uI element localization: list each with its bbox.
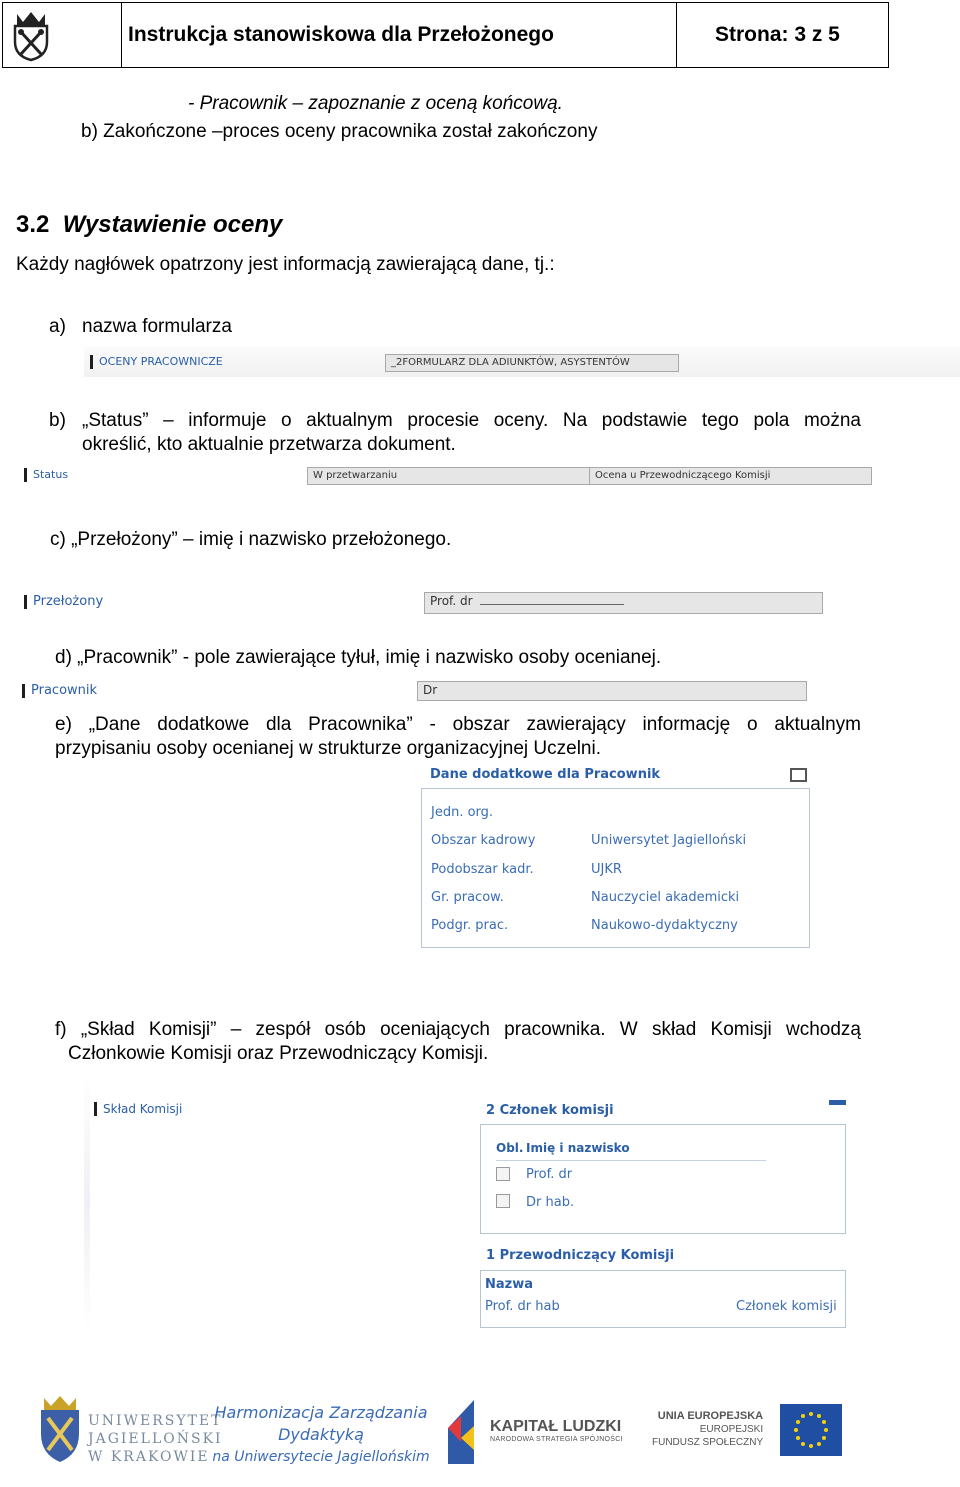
uj-line-1: UNIWERSYTET xyxy=(88,1413,223,1429)
member-checkbox[interactable] xyxy=(496,1167,510,1181)
supervisor-field xyxy=(424,592,823,614)
committee-label: Skład Komisji xyxy=(94,1102,182,1116)
item-b-marker: b) xyxy=(49,410,66,431)
kl-wordmark xyxy=(490,1418,623,1443)
ue-line-2: EUROPEJSKI xyxy=(699,1424,764,1435)
document-title: Instrukcja stanowiskowa dla Przełożonego xyxy=(122,3,677,67)
employee-field: Dr xyxy=(417,681,807,701)
extra-row-value: Uniwersytet Jagielloński xyxy=(591,833,747,848)
employee-screenshot xyxy=(18,678,810,704)
extra-data-title: Dane dodatkowe dla Pracownik xyxy=(430,767,661,782)
uj-wordmark xyxy=(88,1412,223,1466)
item-f-line-2: Członkowie Komisji oraz Przewodniczący Komisji. xyxy=(68,1043,489,1064)
chair-name: Prof. dr hab xyxy=(485,1299,560,1314)
uj-crest-logo xyxy=(38,1394,82,1464)
eu-flag-icon xyxy=(780,1404,842,1456)
form-name-screenshot xyxy=(84,347,960,377)
uj-line-3: W KRAKOWIE xyxy=(88,1449,210,1465)
hzd-line-1: Harmonizacja Zarządzania xyxy=(214,1403,428,1422)
item-a-marker: a) xyxy=(49,316,66,337)
members-col-name: Imię i nazwisko xyxy=(526,1141,630,1155)
supervisor-screenshot xyxy=(20,586,825,620)
chair-col-name: Nazwa xyxy=(485,1277,534,1292)
intro-line-2: b) Zakończone –proces oceny pracownika został zakończony xyxy=(81,121,598,142)
extra-row-label: Gr. pracow. xyxy=(431,890,504,905)
page-number: Strona: 3 z 5 xyxy=(715,23,840,46)
form-name-field: _2FORMULARZ DLA ADIUNKTÓW, ASYSTENTÓW xyxy=(385,354,679,372)
status-field-1: W przetwarzaniu xyxy=(307,467,590,485)
members-title: 2 Członek komisji xyxy=(486,1103,614,1118)
ue-line-3: FUNDUSZ SPOŁECZNY xyxy=(652,1437,764,1448)
hzd-wordmark xyxy=(206,1402,436,1468)
status-field-2: Ocena u Przewodniczącego Komisji xyxy=(589,467,872,485)
supervisor-label: Przełożony xyxy=(24,595,103,609)
collapse-icon[interactable] xyxy=(829,1100,846,1105)
chair-title: 1 Przewodniczący Komisji xyxy=(486,1248,675,1263)
chair-role: Członek komisji xyxy=(736,1299,837,1314)
member-name: Prof. dr xyxy=(526,1167,573,1182)
kl-line-2: NARODOWA STRATEGIA SPÓJNOŚCI xyxy=(490,1436,623,1443)
kapital-ludzki-logo xyxy=(444,1398,478,1466)
extra-row-label: Podobszar kadr. xyxy=(431,862,534,877)
extra-row-label: Obszar kadrowy xyxy=(431,833,536,848)
employee-label: Pracownik xyxy=(22,684,97,698)
member-checkbox[interactable] xyxy=(496,1194,510,1208)
university-crest-logo xyxy=(3,3,122,67)
member-name: Dr hab. xyxy=(526,1195,575,1210)
section-title: Wystawienie oceny xyxy=(62,211,283,238)
supervisor-value: Prof. dr xyxy=(430,594,473,608)
extra-row-label: Podgr. prac. xyxy=(431,918,509,933)
item-b-line-2: określić, kto aktualnie przetwarza dokument. xyxy=(82,434,456,455)
hzd-line-3: na Uniwersytecie Jagiellońskim xyxy=(212,1449,430,1465)
document-header xyxy=(2,2,889,68)
extra-row-value: Naukowo-dydaktyczny xyxy=(591,918,738,933)
form-name-label: OCENY PRACOWNICZE xyxy=(90,355,223,369)
intro-line-1: - Pracownik – zapoznanie z oceną końcową. xyxy=(188,93,563,114)
extra-row-label: Jedn. org. xyxy=(431,805,494,820)
extra-row-value: UJKR xyxy=(591,862,622,877)
item-d-text: d) „Pracownik” - pole zawierające tyłuł, imię i nazwisko osoby ocenianej. xyxy=(55,647,662,668)
item-f-line-1: f) „Skład Komisji” – zespół osób oceniających pracownika. W skład Komisji wchodzą xyxy=(55,1019,861,1040)
status-label: Status xyxy=(24,468,68,482)
expand-icon[interactable] xyxy=(790,768,807,782)
ue-line-1: UNIA EUROPEJSKA xyxy=(657,1410,764,1422)
section-lead: Każdy nagłówek opatrzony jest informacją zawierającą dane, tj.: xyxy=(16,254,555,275)
extra-row-value: Nauczyciel akademicki xyxy=(591,890,740,905)
item-e-line-1: e) „Dane dodatkowe dla Pracownika” - obszar zawierający informację o aktualnym xyxy=(55,714,861,735)
hzd-line-2: Dydaktyką xyxy=(278,1425,364,1444)
item-b-line-1: „Status” – informuje o aktualnym procesie oceny. Na podstawie tego pola można xyxy=(82,410,861,431)
ue-wordmark xyxy=(652,1410,763,1449)
kl-line-1: KAPITAŁ LUDZKI xyxy=(490,1418,622,1435)
item-a-text: nazwa formularza xyxy=(82,316,232,337)
item-c-text: c) „Przełożony” – imię i nazwisko przełożonego. xyxy=(50,529,452,550)
status-screenshot xyxy=(20,462,875,488)
section-heading xyxy=(16,211,282,239)
committee-screenshot xyxy=(84,1072,846,1332)
section-number: 3.2 xyxy=(16,211,50,238)
uj-line-2: JAGIELLOŃSKI xyxy=(88,1431,223,1447)
members-col-obl: Obl. xyxy=(496,1141,524,1155)
item-e-line-2: przypisaniu osoby ocenianej w strukturze organizacyjnej Uczelni. xyxy=(55,738,601,759)
footer-logos xyxy=(38,1392,848,1472)
